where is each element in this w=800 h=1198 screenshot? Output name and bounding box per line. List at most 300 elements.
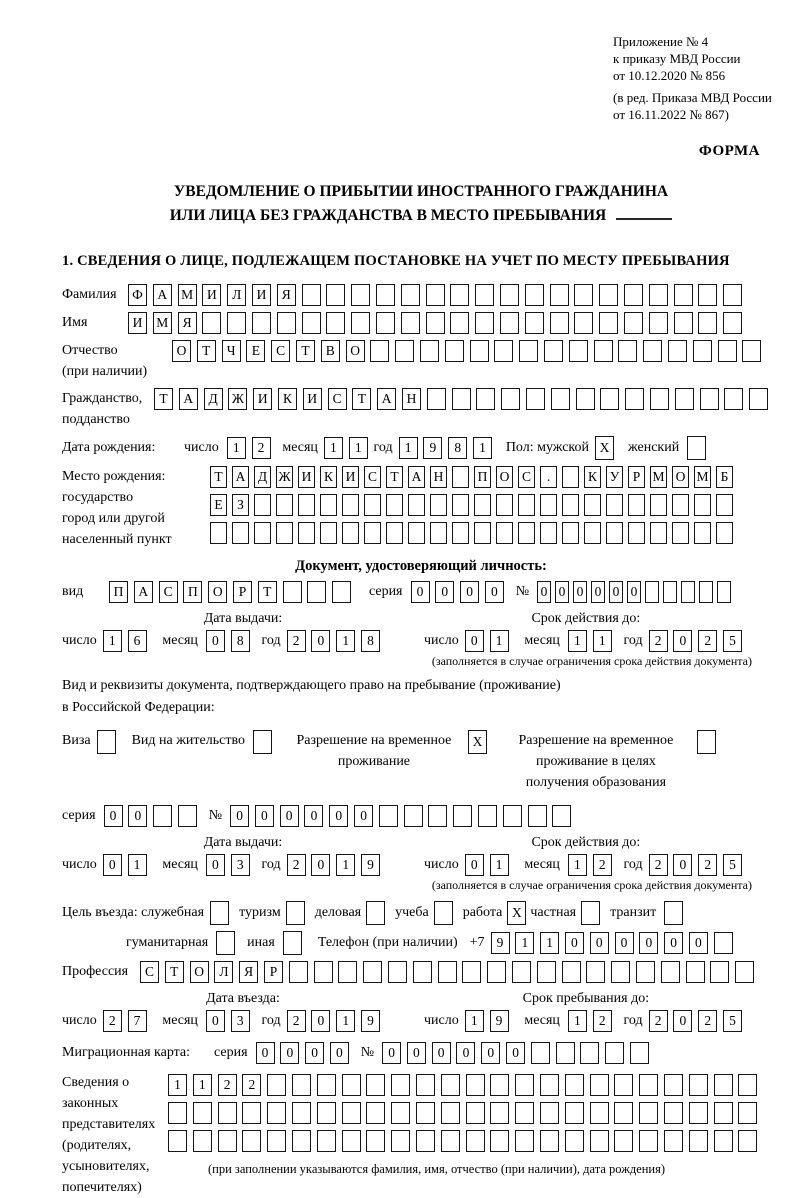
char-box[interactable] bbox=[317, 1130, 336, 1152]
char-box[interactable] bbox=[526, 388, 545, 410]
entry-month-input[interactable] bbox=[206, 1010, 256, 1032]
char-box[interactable]: 1 bbox=[103, 630, 122, 652]
char-box[interactable]: 2 bbox=[287, 1010, 306, 1032]
char-box[interactable] bbox=[742, 340, 761, 362]
char-box[interactable] bbox=[584, 494, 601, 516]
char-box[interactable] bbox=[216, 931, 235, 955]
char-box[interactable] bbox=[639, 1130, 658, 1152]
char-box[interactable]: Р bbox=[264, 961, 283, 983]
stay-day-input[interactable] bbox=[465, 1010, 515, 1032]
char-box[interactable] bbox=[562, 522, 579, 544]
char-box[interactable] bbox=[441, 1102, 460, 1124]
char-box[interactable] bbox=[562, 466, 579, 488]
char-box[interactable] bbox=[694, 522, 711, 544]
char-box[interactable] bbox=[500, 284, 519, 306]
char-box[interactable]: А bbox=[134, 581, 153, 603]
char-box[interactable] bbox=[452, 494, 469, 516]
char-box[interactable] bbox=[320, 522, 337, 544]
char-box[interactable] bbox=[606, 494, 623, 516]
char-box[interactable] bbox=[427, 388, 446, 410]
doc-issue-month-input[interactable] bbox=[206, 630, 256, 652]
char-box[interactable]: 0 bbox=[330, 1042, 349, 1064]
char-box[interactable] bbox=[590, 1102, 609, 1124]
char-box[interactable]: 2 bbox=[649, 1010, 668, 1032]
char-box[interactable]: 5 bbox=[723, 1010, 742, 1032]
char-box[interactable] bbox=[574, 284, 593, 306]
char-box[interactable]: 2 bbox=[698, 630, 717, 652]
char-box[interactable]: С bbox=[364, 466, 381, 488]
char-box[interactable] bbox=[476, 388, 495, 410]
char-box[interactable]: 0 bbox=[615, 932, 634, 954]
char-box[interactable]: Е bbox=[246, 340, 265, 362]
char-box[interactable] bbox=[490, 1074, 509, 1096]
char-box[interactable]: Я bbox=[178, 312, 197, 334]
char-box[interactable] bbox=[178, 805, 197, 827]
char-box[interactable]: 0 bbox=[456, 1042, 475, 1064]
char-box[interactable]: 2 bbox=[649, 630, 668, 652]
char-box[interactable] bbox=[395, 340, 414, 362]
char-box[interactable] bbox=[430, 522, 447, 544]
phone-input[interactable] bbox=[491, 932, 739, 954]
char-box[interactable] bbox=[364, 522, 381, 544]
char-box[interactable] bbox=[672, 522, 689, 544]
char-box[interactable]: 9 bbox=[490, 1010, 509, 1032]
char-box[interactable] bbox=[252, 312, 271, 334]
char-box[interactable] bbox=[317, 1074, 336, 1096]
char-box[interactable] bbox=[689, 1102, 708, 1124]
char-box[interactable]: 2 bbox=[593, 854, 612, 876]
char-box[interactable] bbox=[565, 1102, 584, 1124]
char-box[interactable] bbox=[687, 436, 706, 460]
char-box[interactable] bbox=[386, 522, 403, 544]
char-box[interactable] bbox=[518, 494, 535, 516]
char-box[interactable] bbox=[714, 1074, 733, 1096]
char-box[interactable] bbox=[624, 284, 643, 306]
char-box[interactable] bbox=[470, 340, 489, 362]
purpose-private-checkbox[interactable] bbox=[581, 901, 600, 925]
char-box[interactable] bbox=[168, 1102, 187, 1124]
char-box[interactable] bbox=[475, 312, 494, 334]
char-box[interactable] bbox=[401, 284, 420, 306]
char-box[interactable]: 0 bbox=[435, 581, 454, 603]
char-box[interactable] bbox=[416, 1130, 435, 1152]
char-box[interactable] bbox=[193, 1130, 212, 1152]
permit-number-input[interactable] bbox=[230, 805, 577, 827]
char-box[interactable]: Р bbox=[233, 581, 252, 603]
char-box[interactable] bbox=[551, 388, 570, 410]
char-box[interactable]: 0 bbox=[673, 854, 692, 876]
gender-female-checkbox[interactable] bbox=[687, 436, 706, 460]
char-box[interactable] bbox=[569, 340, 588, 362]
char-box[interactable] bbox=[650, 388, 669, 410]
char-box[interactable] bbox=[650, 494, 667, 516]
char-box[interactable] bbox=[496, 522, 513, 544]
char-box[interactable]: 1 bbox=[473, 437, 492, 459]
char-box[interactable]: 1 bbox=[336, 1010, 355, 1032]
char-box[interactable]: И bbox=[252, 284, 271, 306]
char-box[interactable]: И bbox=[253, 388, 272, 410]
representatives-input-row-3[interactable] bbox=[168, 1130, 763, 1152]
char-box[interactable] bbox=[326, 312, 345, 334]
char-box[interactable]: 2 bbox=[252, 437, 271, 459]
char-box[interactable] bbox=[584, 522, 601, 544]
char-box[interactable]: 0 bbox=[354, 805, 373, 827]
char-box[interactable]: М bbox=[694, 466, 711, 488]
char-box[interactable]: 2 bbox=[287, 854, 306, 876]
char-box[interactable]: Ф bbox=[128, 284, 147, 306]
char-box[interactable]: X bbox=[595, 436, 614, 460]
char-box[interactable]: 2 bbox=[218, 1074, 237, 1096]
char-box[interactable] bbox=[550, 284, 569, 306]
char-box[interactable] bbox=[625, 388, 644, 410]
permit-issue-year-input[interactable] bbox=[287, 854, 386, 876]
char-box[interactable] bbox=[590, 1130, 609, 1152]
char-box[interactable] bbox=[391, 1102, 410, 1124]
char-box[interactable]: 0 bbox=[506, 1042, 525, 1064]
char-box[interactable] bbox=[364, 494, 381, 516]
char-box[interactable] bbox=[540, 494, 557, 516]
char-box[interactable] bbox=[218, 1130, 237, 1152]
char-box[interactable]: 0 bbox=[591, 581, 605, 603]
char-box[interactable]: Р bbox=[628, 466, 645, 488]
char-box[interactable] bbox=[630, 1042, 649, 1064]
char-box[interactable] bbox=[710, 961, 729, 983]
char-box[interactable] bbox=[614, 1074, 633, 1096]
char-box[interactable] bbox=[605, 1042, 624, 1064]
char-box[interactable]: О bbox=[172, 340, 191, 362]
char-box[interactable]: 0 bbox=[311, 1010, 330, 1032]
char-box[interactable] bbox=[450, 312, 469, 334]
char-box[interactable]: 8 bbox=[231, 630, 250, 652]
char-box[interactable]: 0 bbox=[304, 805, 323, 827]
purpose-study-checkbox[interactable] bbox=[434, 901, 453, 925]
char-box[interactable]: 5 bbox=[723, 854, 742, 876]
char-box[interactable]: 2 bbox=[698, 1010, 717, 1032]
char-box[interactable]: 1 bbox=[399, 437, 418, 459]
char-box[interactable] bbox=[614, 1130, 633, 1152]
char-box[interactable] bbox=[302, 312, 321, 334]
char-box[interactable]: 1 bbox=[128, 854, 147, 876]
char-box[interactable]: 9 bbox=[491, 932, 510, 954]
char-box[interactable] bbox=[267, 1074, 286, 1096]
char-box[interactable]: К bbox=[278, 388, 297, 410]
char-box[interactable] bbox=[717, 581, 731, 603]
purpose-transit-checkbox[interactable] bbox=[664, 901, 683, 925]
char-box[interactable]: 2 bbox=[287, 630, 306, 652]
char-box[interactable] bbox=[515, 1102, 534, 1124]
birth-year-input[interactable] bbox=[399, 437, 498, 459]
char-box[interactable] bbox=[650, 522, 667, 544]
migration-number-input[interactable] bbox=[382, 1042, 655, 1064]
char-box[interactable] bbox=[276, 522, 293, 544]
char-box[interactable]: 0 bbox=[311, 854, 330, 876]
char-box[interactable] bbox=[452, 466, 469, 488]
char-box[interactable]: С bbox=[271, 340, 290, 362]
char-box[interactable]: Ж bbox=[228, 388, 247, 410]
char-box[interactable]: 0 bbox=[555, 581, 569, 603]
char-box[interactable] bbox=[611, 961, 630, 983]
char-box[interactable] bbox=[515, 1130, 534, 1152]
char-box[interactable] bbox=[277, 312, 296, 334]
char-box[interactable] bbox=[519, 340, 538, 362]
char-box[interactable] bbox=[565, 1130, 584, 1152]
doc-valid-month-input[interactable] bbox=[568, 630, 618, 652]
permit-valid-month-input[interactable] bbox=[568, 854, 618, 876]
char-box[interactable] bbox=[490, 1130, 509, 1152]
char-box[interactable] bbox=[428, 805, 447, 827]
char-box[interactable] bbox=[97, 730, 116, 754]
char-box[interactable]: С bbox=[140, 961, 159, 983]
char-box[interactable]: 2 bbox=[698, 854, 717, 876]
char-box[interactable] bbox=[420, 340, 439, 362]
char-box[interactable]: Т bbox=[258, 581, 277, 603]
char-box[interactable] bbox=[735, 961, 754, 983]
char-box[interactable] bbox=[487, 961, 506, 983]
char-box[interactable] bbox=[426, 284, 445, 306]
char-box[interactable]: 0 bbox=[230, 805, 249, 827]
char-box[interactable]: 0 bbox=[407, 1042, 426, 1064]
char-box[interactable] bbox=[723, 312, 742, 334]
representatives-input-row-2[interactable] bbox=[168, 1102, 763, 1124]
char-box[interactable] bbox=[714, 1102, 733, 1124]
char-box[interactable] bbox=[586, 961, 605, 983]
char-box[interactable]: 0 bbox=[590, 932, 609, 954]
char-box[interactable] bbox=[320, 494, 337, 516]
char-box[interactable]: С bbox=[159, 581, 178, 603]
doc-issue-year-input[interactable] bbox=[287, 630, 386, 652]
char-box[interactable]: 2 bbox=[649, 854, 668, 876]
purpose-humanitarian-checkbox[interactable] bbox=[216, 931, 235, 955]
temp-permit-checkbox[interactable] bbox=[468, 730, 487, 754]
char-box[interactable] bbox=[292, 1102, 311, 1124]
char-box[interactable] bbox=[697, 730, 716, 754]
char-box[interactable]: Н bbox=[402, 388, 421, 410]
char-box[interactable] bbox=[168, 1130, 187, 1152]
char-box[interactable] bbox=[614, 1102, 633, 1124]
char-box[interactable] bbox=[408, 522, 425, 544]
char-box[interactable] bbox=[540, 522, 557, 544]
char-box[interactable] bbox=[581, 901, 600, 925]
birth-day-input[interactable] bbox=[227, 437, 277, 459]
birthplace-input-row-3[interactable] bbox=[210, 522, 738, 544]
char-box[interactable] bbox=[376, 312, 395, 334]
char-box[interactable] bbox=[693, 340, 712, 362]
char-box[interactable]: 3 bbox=[231, 1010, 250, 1032]
char-box[interactable]: 0 bbox=[128, 805, 147, 827]
char-box[interactable] bbox=[401, 312, 420, 334]
char-box[interactable]: 0 bbox=[664, 932, 683, 954]
char-box[interactable] bbox=[724, 388, 743, 410]
char-box[interactable] bbox=[416, 1102, 435, 1124]
char-box[interactable]: М bbox=[178, 284, 197, 306]
permit-issue-month-input[interactable] bbox=[206, 854, 256, 876]
char-box[interactable]: 0 bbox=[206, 630, 225, 652]
char-box[interactable] bbox=[416, 1074, 435, 1096]
char-box[interactable]: 1 bbox=[336, 854, 355, 876]
char-box[interactable] bbox=[276, 494, 293, 516]
char-box[interactable] bbox=[466, 1102, 485, 1124]
char-box[interactable]: 0 bbox=[673, 1010, 692, 1032]
char-box[interactable] bbox=[490, 1102, 509, 1124]
char-box[interactable]: В bbox=[321, 340, 340, 362]
doc-valid-day-input[interactable] bbox=[465, 630, 515, 652]
char-box[interactable]: М bbox=[153, 312, 172, 334]
char-box[interactable] bbox=[474, 522, 491, 544]
char-box[interactable] bbox=[292, 1130, 311, 1152]
char-box[interactable] bbox=[574, 312, 593, 334]
char-box[interactable]: 0 bbox=[465, 854, 484, 876]
char-box[interactable] bbox=[668, 340, 687, 362]
char-box[interactable] bbox=[694, 494, 711, 516]
name-input[interactable] bbox=[128, 312, 748, 334]
char-box[interactable]: 0 bbox=[609, 581, 623, 603]
char-box[interactable] bbox=[537, 961, 556, 983]
char-box[interactable]: 3 bbox=[231, 854, 250, 876]
char-box[interactable] bbox=[639, 1102, 658, 1124]
char-box[interactable]: Т bbox=[352, 388, 371, 410]
char-box[interactable]: К bbox=[584, 466, 601, 488]
char-box[interactable] bbox=[366, 1130, 385, 1152]
char-box[interactable] bbox=[698, 312, 717, 334]
purpose-work-checkbox[interactable] bbox=[507, 901, 526, 925]
char-box[interactable]: 0 bbox=[627, 581, 641, 603]
visa-checkbox[interactable] bbox=[97, 730, 116, 754]
char-box[interactable]: О bbox=[190, 961, 209, 983]
char-box[interactable] bbox=[351, 312, 370, 334]
char-box[interactable]: 0 bbox=[432, 1042, 451, 1064]
char-box[interactable]: А bbox=[153, 284, 172, 306]
char-box[interactable] bbox=[388, 961, 407, 983]
char-box[interactable] bbox=[664, 1074, 683, 1096]
char-box[interactable]: 0 bbox=[329, 805, 348, 827]
char-box[interactable] bbox=[445, 340, 464, 362]
char-box[interactable] bbox=[698, 284, 717, 306]
char-box[interactable] bbox=[580, 1042, 599, 1064]
char-box[interactable]: Т bbox=[386, 466, 403, 488]
char-box[interactable] bbox=[643, 340, 662, 362]
char-box[interactable]: Б bbox=[716, 466, 733, 488]
char-box[interactable] bbox=[686, 961, 705, 983]
char-box[interactable]: Ч bbox=[222, 340, 241, 362]
char-box[interactable]: 1 bbox=[227, 437, 246, 459]
char-box[interactable] bbox=[618, 340, 637, 362]
char-box[interactable] bbox=[351, 284, 370, 306]
profession-input[interactable] bbox=[140, 961, 760, 983]
char-box[interactable] bbox=[600, 388, 619, 410]
char-box[interactable]: А bbox=[408, 466, 425, 488]
patronymic-input[interactable] bbox=[172, 340, 767, 362]
char-box[interactable]: 1 bbox=[490, 854, 509, 876]
char-box[interactable]: 6 bbox=[128, 630, 147, 652]
char-box[interactable] bbox=[342, 1130, 361, 1152]
char-box[interactable]: 1 bbox=[168, 1074, 187, 1096]
char-box[interactable]: Т bbox=[197, 340, 216, 362]
char-box[interactable]: П bbox=[183, 581, 202, 603]
char-box[interactable] bbox=[672, 494, 689, 516]
char-box[interactable] bbox=[675, 388, 694, 410]
char-box[interactable] bbox=[624, 312, 643, 334]
char-box[interactable] bbox=[317, 1102, 336, 1124]
temp-permit-edu-checkbox[interactable] bbox=[697, 730, 716, 754]
char-box[interactable]: П bbox=[474, 466, 491, 488]
char-box[interactable] bbox=[639, 1074, 658, 1096]
char-box[interactable] bbox=[606, 522, 623, 544]
char-box[interactable] bbox=[738, 1130, 757, 1152]
char-box[interactable] bbox=[202, 312, 221, 334]
char-box[interactable]: С bbox=[518, 466, 535, 488]
char-box[interactable]: И bbox=[128, 312, 147, 334]
char-box[interactable] bbox=[366, 1074, 385, 1096]
char-box[interactable]: 1 bbox=[593, 630, 612, 652]
char-box[interactable] bbox=[562, 961, 581, 983]
permit-series-input[interactable] bbox=[104, 805, 203, 827]
char-box[interactable] bbox=[645, 581, 659, 603]
char-box[interactable] bbox=[749, 388, 768, 410]
char-box[interactable] bbox=[714, 932, 733, 954]
char-box[interactable]: П bbox=[109, 581, 128, 603]
birthplace-input-row-1[interactable] bbox=[210, 466, 738, 488]
entry-day-input[interactable] bbox=[103, 1010, 153, 1032]
char-box[interactable]: 0 bbox=[411, 581, 430, 603]
char-box[interactable] bbox=[441, 1074, 460, 1096]
char-box[interactable]: Я bbox=[277, 284, 296, 306]
char-box[interactable] bbox=[576, 388, 595, 410]
char-box[interactable] bbox=[552, 805, 571, 827]
char-box[interactable] bbox=[544, 340, 563, 362]
char-box[interactable]: 0 bbox=[565, 932, 584, 954]
char-box[interactable] bbox=[500, 312, 519, 334]
char-box[interactable]: 0 bbox=[280, 1042, 299, 1064]
char-box[interactable]: О bbox=[346, 340, 365, 362]
char-box[interactable] bbox=[338, 961, 357, 983]
char-box[interactable] bbox=[649, 312, 668, 334]
char-box[interactable] bbox=[636, 961, 655, 983]
char-box[interactable]: 5 bbox=[723, 630, 742, 652]
char-box[interactable] bbox=[501, 388, 520, 410]
stay-year-input[interactable] bbox=[649, 1010, 748, 1032]
char-box[interactable]: О bbox=[208, 581, 227, 603]
char-box[interactable]: 9 bbox=[423, 437, 442, 459]
char-box[interactable] bbox=[434, 901, 453, 925]
char-box[interactable]: 1 bbox=[568, 854, 587, 876]
char-box[interactable]: 0 bbox=[103, 854, 122, 876]
char-box[interactable] bbox=[326, 284, 345, 306]
char-box[interactable] bbox=[283, 581, 302, 603]
char-box[interactable]: 0 bbox=[573, 581, 587, 603]
char-box[interactable] bbox=[716, 522, 733, 544]
char-box[interactable]: Д bbox=[204, 388, 223, 410]
char-box[interactable]: У bbox=[606, 466, 623, 488]
char-box[interactable]: X bbox=[507, 901, 526, 925]
char-box[interactable] bbox=[525, 312, 544, 334]
char-box[interactable]: Л bbox=[227, 284, 246, 306]
char-box[interactable] bbox=[540, 1102, 559, 1124]
char-box[interactable] bbox=[386, 494, 403, 516]
char-box[interactable]: 7 bbox=[128, 1010, 147, 1032]
char-box[interactable]: 1 bbox=[324, 437, 343, 459]
char-box[interactable] bbox=[475, 284, 494, 306]
char-box[interactable] bbox=[540, 1130, 559, 1152]
permit-valid-day-input[interactable] bbox=[465, 854, 515, 876]
purpose-business-checkbox[interactable] bbox=[366, 901, 385, 925]
char-box[interactable] bbox=[716, 494, 733, 516]
char-box[interactable] bbox=[254, 494, 271, 516]
doc-valid-year-input[interactable] bbox=[649, 630, 748, 652]
char-box[interactable]: 0 bbox=[689, 932, 708, 954]
char-box[interactable] bbox=[681, 581, 695, 603]
char-box[interactable] bbox=[441, 1130, 460, 1152]
char-box[interactable] bbox=[342, 1102, 361, 1124]
